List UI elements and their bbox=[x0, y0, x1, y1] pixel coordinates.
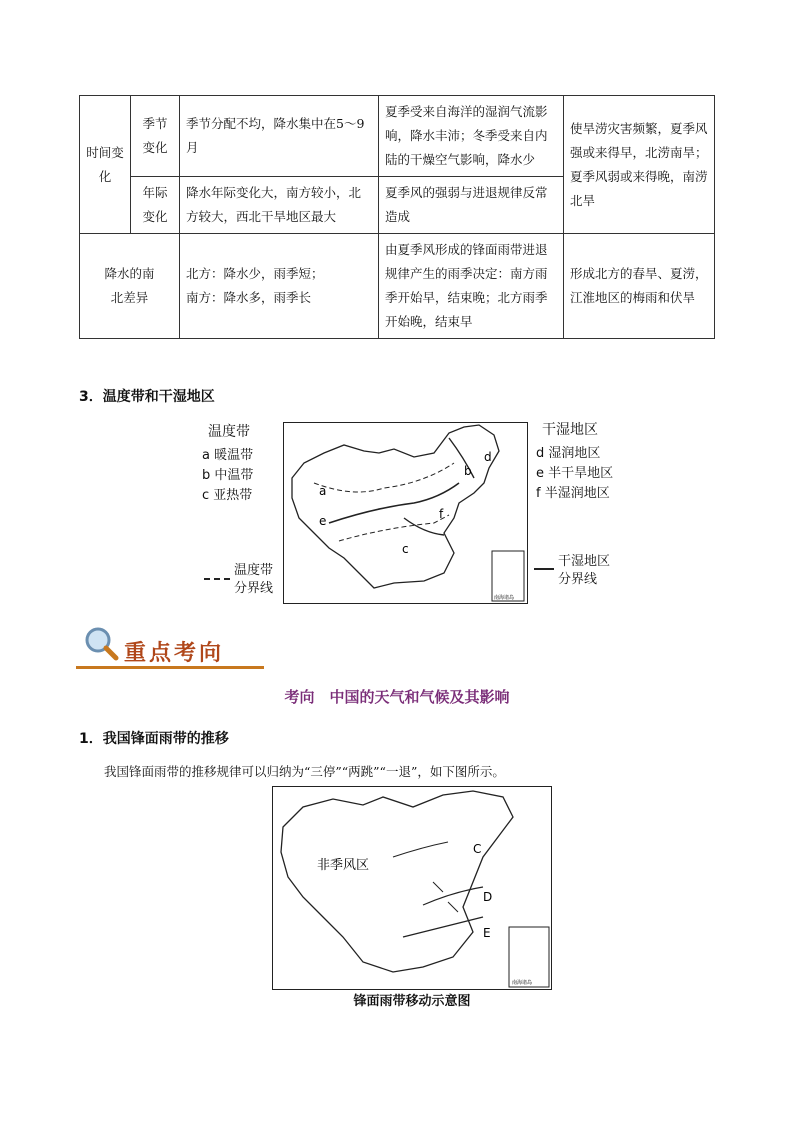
banner-title: 重点考向 bbox=[124, 641, 225, 666]
table-row bbox=[80, 234, 715, 339]
temp-zone-a: a 暖温带 bbox=[202, 448, 254, 463]
cell-cause bbox=[379, 234, 564, 339]
non-monsoon-label: 非季风区 bbox=[317, 858, 370, 873]
section-title: 1．我国锋面雨带的推移 bbox=[79, 731, 229, 747]
cell-impact bbox=[564, 96, 715, 234]
cell-text: 夏季受来自海洋的湿润气流影响，降水丰沛；冬季受来自内陆的干燥空气影响，降水少 bbox=[385, 104, 548, 167]
map-letter-C: C bbox=[473, 842, 482, 856]
map-letter-f: f bbox=[439, 507, 444, 521]
precipitation-table bbox=[79, 95, 715, 339]
table-row bbox=[80, 96, 715, 177]
cell-text: 降水的南北差异 bbox=[104, 266, 155, 305]
cell-text: 夏季风的强弱与进退规律反常造成 bbox=[385, 185, 548, 224]
legend-dry-2: 分界线 bbox=[558, 572, 598, 587]
temperature-zone-map bbox=[283, 422, 528, 604]
rain-belt-map bbox=[272, 786, 552, 990]
cell-text-south: 南方：降水多，雨季长 bbox=[186, 290, 312, 305]
cell-feature bbox=[180, 234, 379, 339]
dry-wet-f: f 半湿润地区 bbox=[536, 486, 610, 501]
dry-wet-e: e 半干旱地区 bbox=[536, 466, 614, 481]
cell-text: 年际变化 bbox=[142, 185, 168, 224]
row-group-ns bbox=[80, 234, 180, 339]
cell-feature bbox=[180, 177, 379, 234]
cell-feature bbox=[180, 96, 379, 177]
map-letter-E: E bbox=[483, 926, 491, 940]
section-title: 3．温度带和干湿地区 bbox=[79, 389, 215, 405]
inset-label: 南海诸岛 bbox=[494, 595, 515, 601]
temp-zone-title: 温度带 bbox=[208, 424, 250, 440]
legend-temp-1: 温度带 bbox=[234, 563, 274, 578]
rain-belt-map-outline-icon bbox=[273, 787, 551, 989]
cell-cause bbox=[379, 177, 564, 234]
cell-impact bbox=[564, 234, 715, 339]
legend-dry-1: 干湿地区 bbox=[558, 554, 611, 569]
map-letter-d: d bbox=[484, 450, 492, 464]
inset-label: 南海诸岛 bbox=[512, 980, 533, 986]
cell-cause bbox=[379, 96, 564, 177]
section-heading: 考向 中国的天气和气候及其影响 bbox=[284, 688, 510, 706]
cell-text: 形成北方的春旱、夏涝，江淮地区的梅雨和伏旱 bbox=[570, 266, 708, 305]
map-caption: 锋面雨带移动示意图 bbox=[353, 994, 471, 1009]
map-letter-a: a bbox=[319, 484, 327, 498]
cell-text: 使旱涝灾害频繁，夏季风强或来得早，北涝南旱；夏季风弱或来得晚，南涝北旱 bbox=[570, 120, 708, 208]
cell-text: 时间变化 bbox=[86, 144, 124, 184]
cell-text: 季节变化 bbox=[142, 116, 168, 155]
legend-solid-line-icon bbox=[534, 568, 554, 570]
legend-dashed-line-icon bbox=[204, 578, 230, 580]
map-letter-c: c bbox=[402, 542, 409, 556]
cell-text: 由夏季风形成的锋面雨带进退规律产生的雨季决定：南方雨季开始早，结束晚；北方雨季开始晚，结束早 bbox=[385, 242, 548, 329]
paragraph: 我国锋面雨带的推移规律可以归纳为“三停”“两跳”“一退”，如下图所示。 bbox=[104, 764, 505, 779]
row-group-time bbox=[80, 96, 131, 234]
dry-wet-title: 干湿地区 bbox=[542, 422, 598, 438]
map-letter-b: b bbox=[464, 464, 472, 478]
china-map-outline-icon bbox=[284, 423, 527, 603]
row-sub-annual bbox=[131, 177, 180, 234]
cell-text: 降水年际变化大，南方较小，北方较大，西北干旱地区最大 bbox=[186, 185, 362, 224]
cell-text: 季节分配不均，降水集中在5～9月 bbox=[186, 116, 365, 155]
banner-magnifier-icon bbox=[80, 622, 120, 662]
temp-zone-b: b 中温带 bbox=[202, 468, 254, 483]
cell-text-north: 北方：降水少，雨季短； bbox=[186, 266, 324, 281]
map-letter-e: e bbox=[319, 514, 327, 528]
banner-underline bbox=[76, 666, 264, 669]
dry-wet-d: d 湿润地区 bbox=[536, 446, 601, 461]
map-letter-D: D bbox=[483, 890, 493, 904]
row-sub-season bbox=[131, 96, 180, 177]
temp-zone-c: c 亚热带 bbox=[202, 488, 253, 503]
legend-temp-2: 分界线 bbox=[234, 581, 274, 596]
